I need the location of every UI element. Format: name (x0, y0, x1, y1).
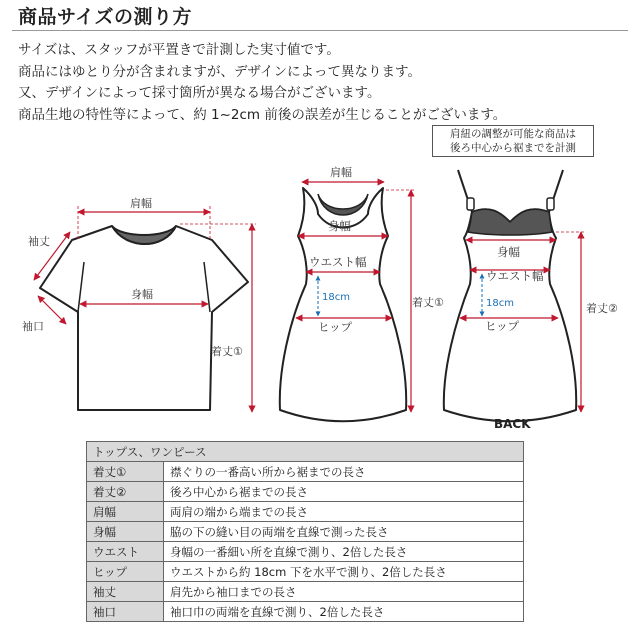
camisole-back-panel (468, 209, 552, 235)
table-row (87, 562, 524, 582)
dress-length-label: 着丈① (412, 296, 444, 309)
table-desc: 襟ぐりの一番高い所から裾までの長さ (164, 462, 524, 482)
strap-adjuster-icon (547, 198, 554, 210)
camisole-outline (444, 209, 576, 421)
table-term: 袖丈 (87, 582, 164, 602)
intro-line: 又、デザインによって採寸箇所が異なる場合がございます。 (18, 85, 381, 101)
dress-hip-label: ヒップ (318, 320, 353, 334)
camisole-length-label: 着丈② (586, 302, 618, 315)
intro-line: 商品生地の特性等によって、約 1~2cm 前後の誤差が生じることがございます。 (18, 106, 507, 123)
tshirt-length-label: 着丈① (211, 345, 243, 358)
intro-line: 商品にはゆとり分が含まれますが、デザインによって異なります。 (18, 63, 421, 80)
title-divider (12, 30, 628, 31)
table-term: 肩幅 (87, 502, 164, 522)
camisole-body-label: 身幅 (497, 245, 520, 259)
table-row (87, 482, 524, 502)
table-term: 着丈② (87, 482, 164, 502)
table-row (87, 502, 524, 522)
table-desc: 袖口巾の両端を直線で測り、2倍した長さ (164, 602, 524, 622)
back-label: BACK (494, 417, 531, 431)
table-desc: ウエストから約 18cm 下を水平で測り、2倍した長さ (164, 562, 524, 582)
table-row (87, 522, 524, 542)
table-row (87, 582, 524, 602)
intro-line: サイズは、スタッフが平置きで計測した実寸値です。 (18, 42, 340, 58)
table-term: 身幅 (87, 522, 164, 542)
tshirt-sleeve-label: 袖丈 (28, 235, 50, 248)
table-header: トップス、ワンピース (87, 442, 524, 462)
table-term: 袖口 (87, 602, 164, 622)
note-line: 後ろ中心から裾までを計測 (450, 142, 576, 154)
dress-neckline (318, 194, 368, 215)
table-desc: 後ろ中心から裾までの長さ (164, 482, 524, 502)
dress-shoulder-label: 肩幅 (330, 166, 352, 179)
table-desc: 脇の下の縫い目の両端を直線で測った長さ (164, 522, 524, 542)
camisole-figure (444, 170, 576, 421)
note-line: 肩紐の調整が可能な商品は (450, 128, 576, 140)
camisole-hip-label: ヒップ (485, 319, 520, 333)
dress-offset-label: 18cm (322, 292, 350, 303)
intro-text (18, 40, 506, 126)
strap-adjuster-icon (467, 198, 474, 210)
tshirt-shoulder-label: 肩幅 (130, 197, 152, 210)
tshirt-figure (40, 226, 248, 410)
tshirt-cuff-label: 袖口 (22, 320, 44, 333)
table-row (87, 542, 524, 562)
tshirt-outline (40, 226, 248, 410)
table-term: ヒップ (87, 562, 164, 582)
table-desc: 身幅の一番細い所を直線で測り、2倍した長さ (164, 542, 524, 562)
page-title: 商品サイズの測り方 (18, 6, 192, 28)
table-term: 着丈① (87, 462, 164, 482)
tshirt-body-label: 身幅 (131, 288, 153, 301)
table-term: ウエスト (87, 542, 164, 562)
dress-body-label: 身幅 (328, 219, 351, 233)
dress-waist-label: ウエスト幅 (309, 255, 367, 269)
table-row (87, 602, 524, 622)
measurement-table (86, 441, 524, 622)
table-desc: 両肩の端から端までの長さ (164, 502, 524, 522)
measurement-diagrams (0, 130, 640, 435)
table-row (87, 462, 524, 482)
camisole-waist-label: ウエスト幅 (486, 269, 544, 283)
camisole-offset-label: 18cm (486, 298, 514, 309)
table-desc: 肩先から袖口までの長さ (164, 582, 524, 602)
